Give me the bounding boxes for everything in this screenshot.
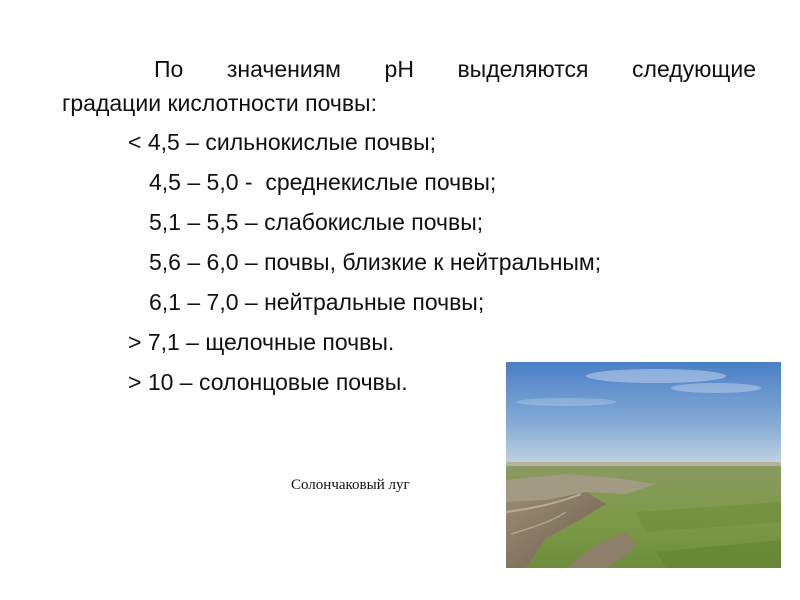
intro-paragraph [62,52,756,120]
grade-item-near-neutral: 5,6 – 6,0 – почвы, близкие к нейтральным; [149,249,602,275]
grade-item-alkaline: > 7,1 – щелочные почвы. [128,329,395,355]
grade-item-neutral: 6,1 – 7,0 – нейтральные почвы; [149,289,485,315]
grade-item-moderately-acidic: 4,5 – 5,0 - среднекислые почвы; [149,169,497,195]
grade-item-slightly-acidic: 5,1 – 5,5 – слабокислые почвы; [149,209,484,235]
grade-item-strongly-acidic: < 4,5 – сильнокислые почвы; [128,129,437,155]
photo-caption: Солончаковый луг [291,477,410,493]
intro-line-2: градации кислотности почвы: [62,90,377,116]
salt-meadow-photo [506,362,781,568]
intro-line-1: По значениям pH выделяются следующие [154,56,756,82]
grade-item-solonetz: > 10 – солонцовые почвы. [128,369,408,395]
